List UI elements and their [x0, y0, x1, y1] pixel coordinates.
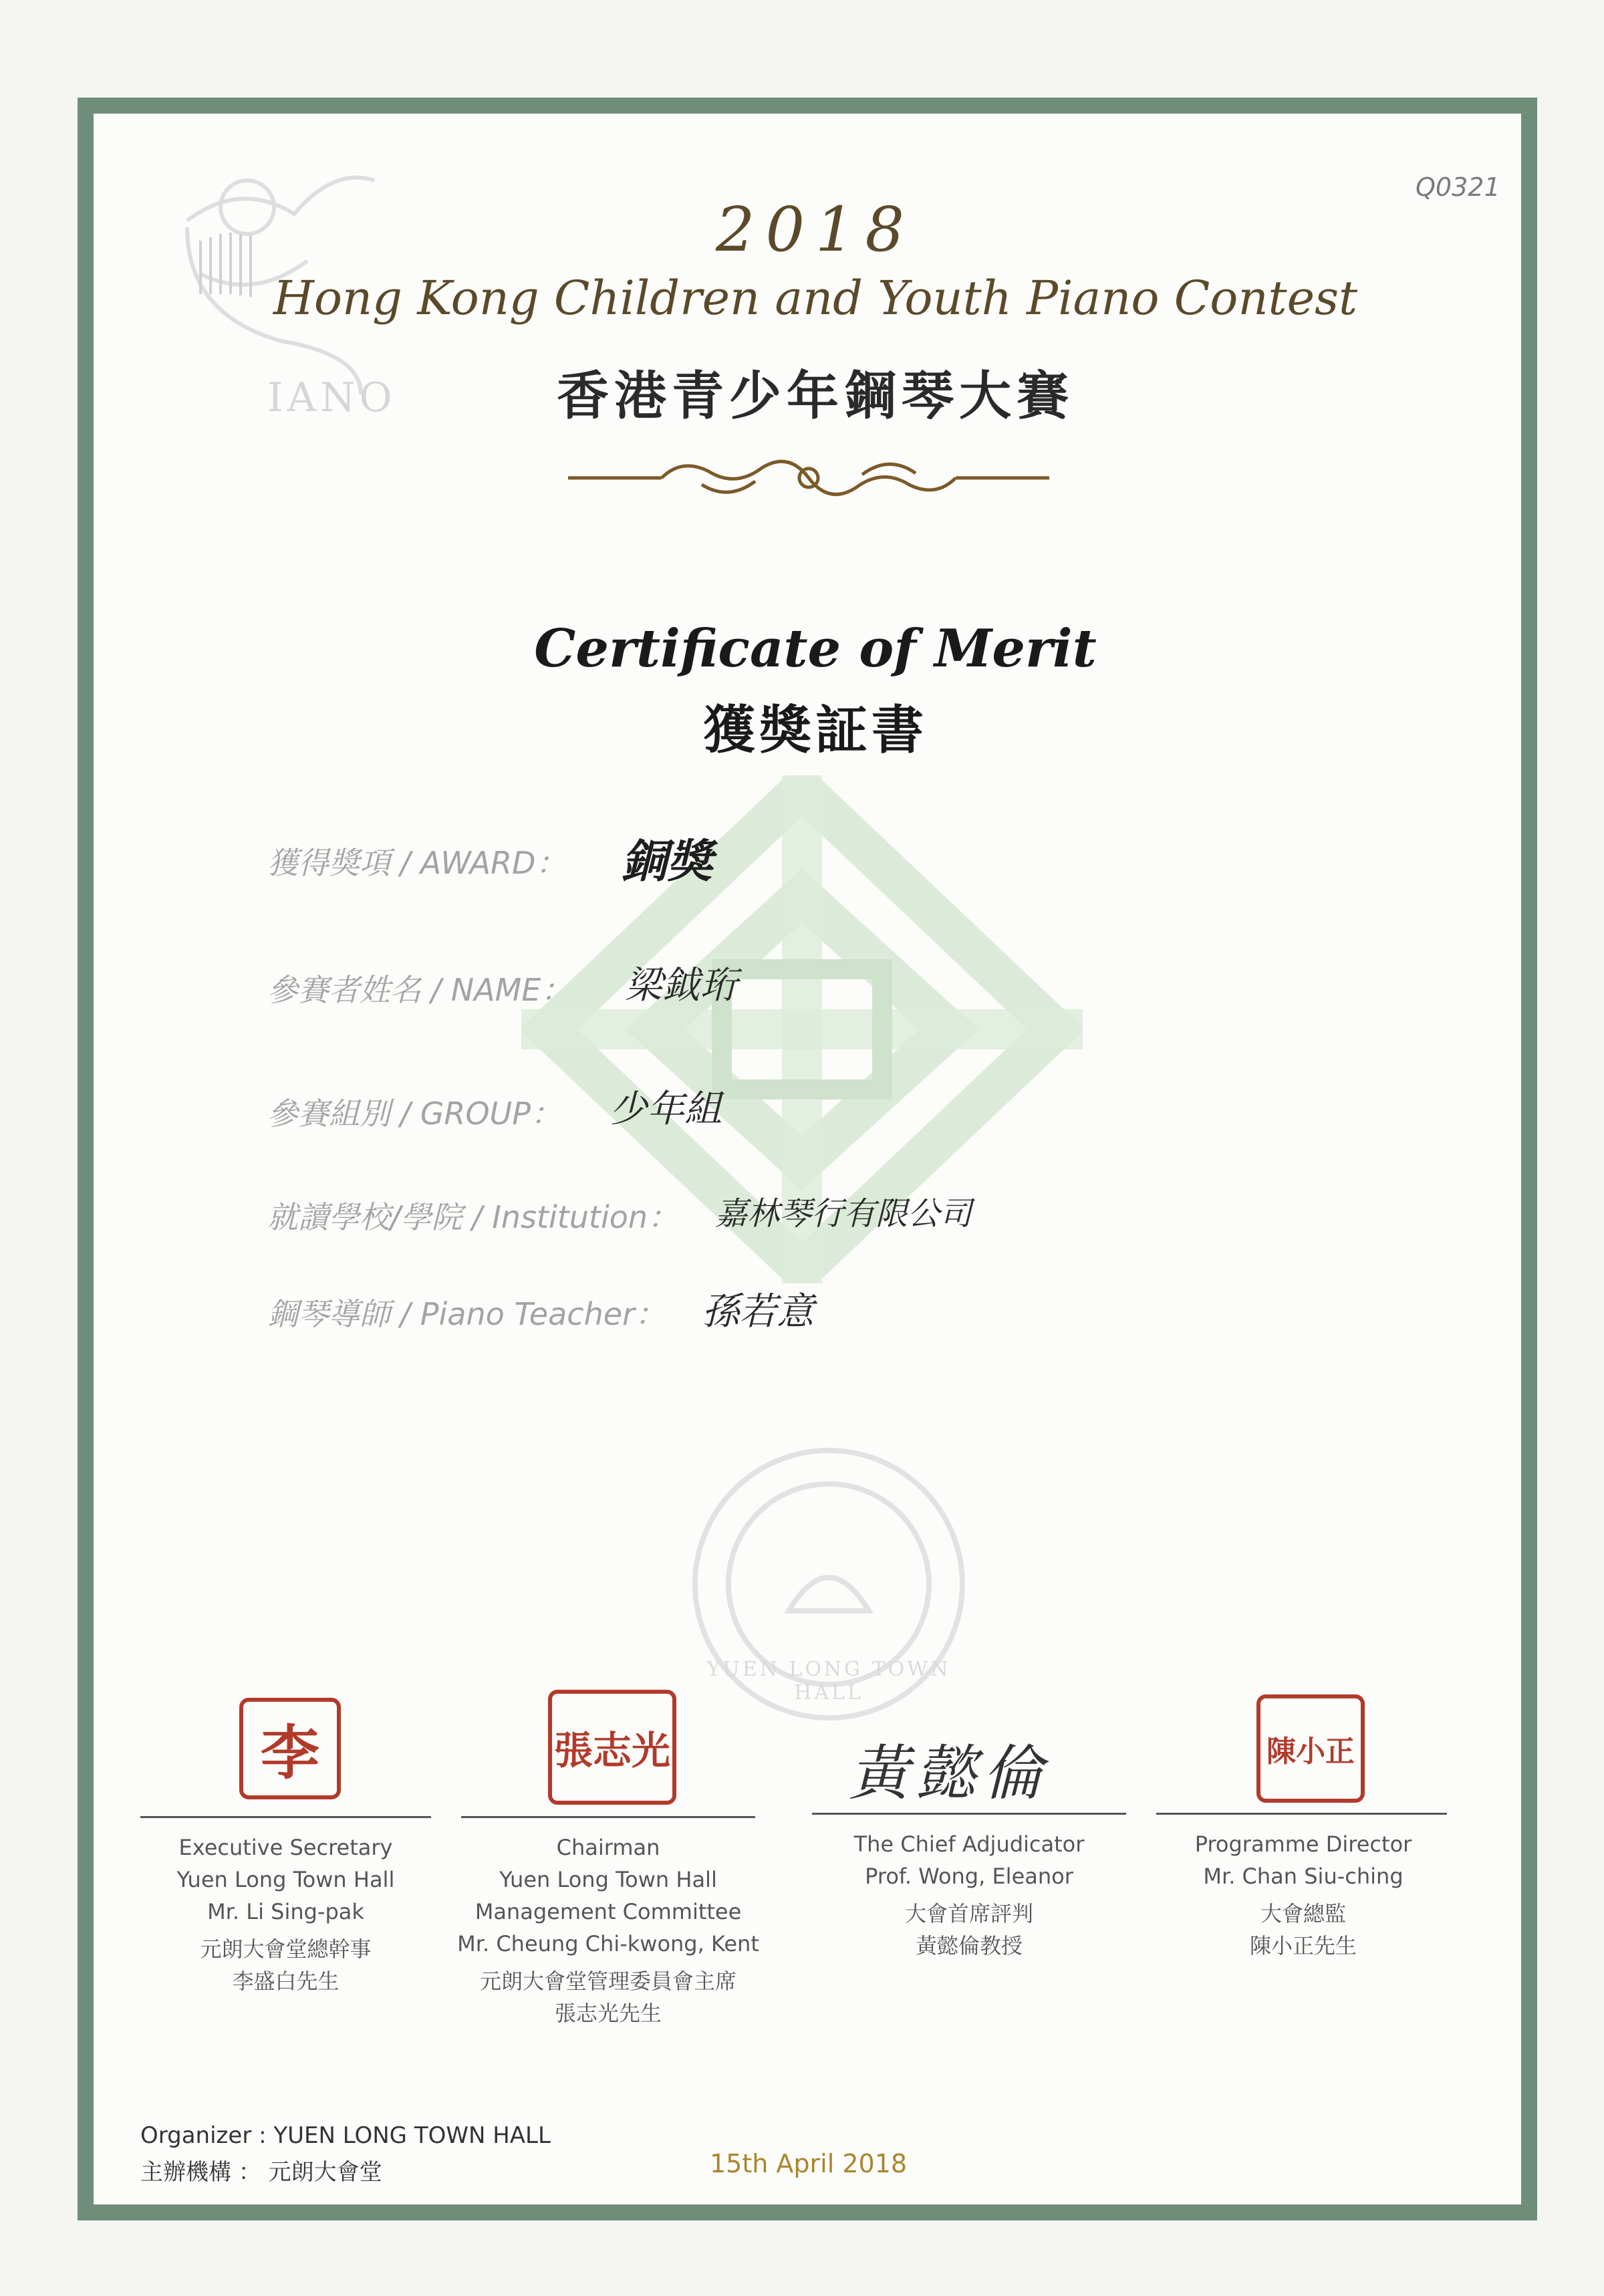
seal-stamp-cheung: 張志光	[548, 1690, 676, 1805]
signature-line	[1156, 1813, 1447, 1815]
seal-stamp-li: 李	[239, 1698, 341, 1799]
signatory-title-zh: 大會首席評判	[904, 1901, 1033, 1926]
award-date: 15th April 2018	[710, 2149, 908, 2178]
certificate-title-en: Certificate of Merit	[534, 618, 1097, 679]
signatory-block	[137, 1831, 434, 1997]
serial-number: Q0321	[1416, 172, 1500, 202]
signatory-name-zh: 張志光先生	[554, 2001, 662, 2026]
group-label: 參賽組別 / GROUP：	[267, 1096, 561, 1132]
name-label: 參賽者姓名 / NAME：	[267, 972, 572, 1008]
award-value: 銅獎	[622, 836, 713, 888]
signatory-name: Mr. Li Sing-pak	[207, 1899, 364, 1924]
logo-text: IANO	[267, 374, 396, 421]
signature-line	[461, 1816, 755, 1818]
contest-year: 2018	[715, 194, 916, 265]
contest-title-en: Hong Kong Children and Youth Piano Contest	[273, 271, 1358, 326]
organizer-zh: 主辦機構 ： 元朗大會堂	[140, 2159, 382, 2186]
signatory-block	[1153, 1828, 1454, 1962]
signatory-title: Programme Director	[1194, 1831, 1412, 1857]
handwritten-signature: 黃懿倫	[849, 1739, 1049, 1809]
signatory-org: Yuen Long Town Hall	[176, 1867, 395, 1892]
contest-title-zh: 香港青少年鋼琴大賽	[556, 366, 1074, 426]
signatory-name-zh: 陳小正先生	[1249, 1933, 1357, 1958]
signatory-title-zh: 大會總監	[1260, 1901, 1346, 1926]
seal-stamp-chan: 陳小正	[1256, 1694, 1365, 1803]
name-value: 梁鉞珩	[625, 964, 737, 1007]
signatory-name: Prof. Wong, Eleanor	[865, 1864, 1073, 1889]
signatory-title: The Chief Adjudicator	[853, 1831, 1085, 1857]
teacher-label: 鋼琴導師 / Piano Teacher：	[267, 1296, 666, 1332]
certificate-title-zh: 獲獎証書	[702, 700, 928, 761]
signatory-committee: Management Committee	[475, 1899, 742, 1924]
group-value: 少年組	[610, 1088, 722, 1131]
teacher-value: 孫若意	[702, 1290, 814, 1333]
signatory-org: Yuen Long Town Hall	[499, 1867, 717, 1892]
signatory-title-zh: 元朗大會堂總幹事	[200, 1936, 372, 1962]
signatory-title: Chairman	[556, 1835, 660, 1860]
emboss-text: YUEN LONG TOWN HALL	[706, 1658, 951, 1704]
signatory-name: Mr. Cheung Chi-kwong, Kent	[457, 1931, 759, 1956]
signatory-block	[809, 1828, 1129, 1962]
institution-label: 就讀學校/學院 / Institution：	[267, 1199, 679, 1235]
signatory-name-zh: 黃懿倫教授	[915, 1933, 1023, 1958]
signature-line	[140, 1816, 431, 1818]
award-label: 獲得獎項 / AWARD：	[267, 845, 567, 881]
organizer-en: Organizer : YUEN LONG TOWN HALL	[140, 2122, 551, 2149]
signatory-title-zh: 元朗大會堂管理委員會主席	[479, 1968, 737, 1994]
signatory-name: Mr. Chan Siu-ching	[1203, 1864, 1404, 1889]
signatory-title: Executive Secretary	[178, 1835, 393, 1860]
institution-value: 嘉林琴行有限公司	[715, 1195, 972, 1233]
signature-line	[812, 1813, 1126, 1815]
signatory-block	[448, 1831, 769, 2029]
signatory-name-zh: 李盛白先生	[232, 1968, 340, 1994]
flourish-divider-icon	[568, 448, 1049, 508]
